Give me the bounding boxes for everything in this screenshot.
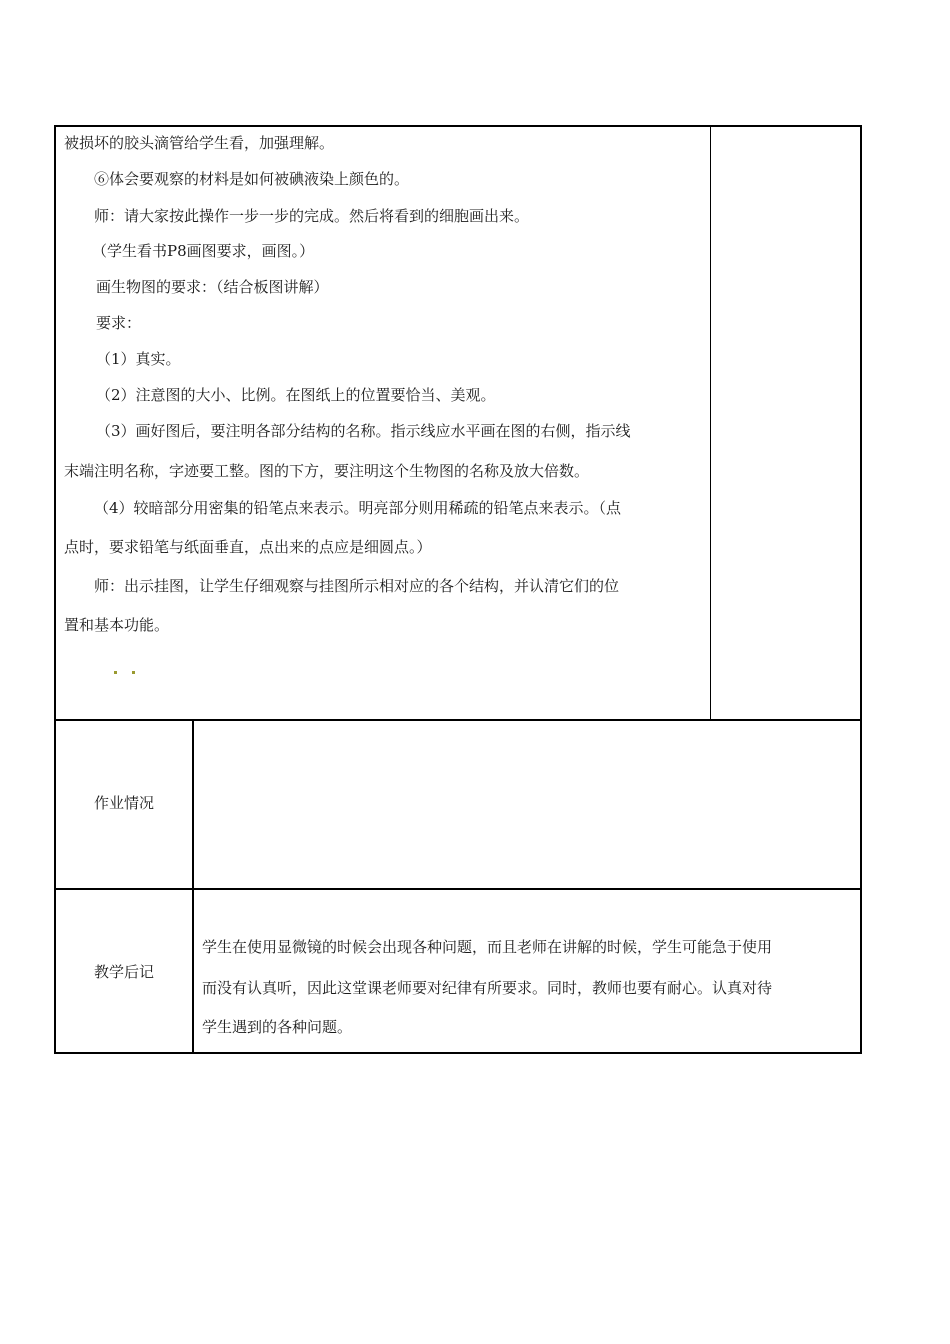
reflection-label: 教学后记 bbox=[93, 963, 154, 981]
homework-label: 作业情况 bbox=[93, 794, 154, 812]
lesson-line: 被损坏的胶头滴管给学生看，加强理解。 bbox=[64, 134, 335, 152]
table-vertical-rule bbox=[192, 721, 194, 1052]
lesson-line: 师：出示挂图，让学生仔细观察与挂图所示相对应的各个结构，并认清它们的位 bbox=[94, 577, 620, 595]
dot bbox=[132, 671, 135, 674]
table-horizontal-rule bbox=[56, 888, 860, 890]
lesson-line: 画生物图的要求：（结合板图讲解） bbox=[96, 278, 329, 296]
lesson-line: 师：请大家按此操作一步一步的完成。然后将看到的细胞画出来。 bbox=[94, 207, 530, 225]
dot bbox=[114, 671, 117, 674]
lesson-line: （学生看书P8画图要求，画图。） bbox=[92, 242, 315, 260]
lesson-line: 点时，要求铅笔与纸面垂直，点出来的点应是细圆点。） bbox=[64, 538, 432, 556]
lesson-process-cell bbox=[54, 125, 862, 721]
lesson-line: 要求： bbox=[96, 314, 142, 332]
lesson-line: （1）真实。 bbox=[96, 350, 181, 368]
reflection-line: 学生遇到的各种问题。 bbox=[202, 1018, 353, 1036]
lesson-line: （4）较暗部分用密集的铅笔点来表示。明亮部分则用稀疏的铅笔点来表示。（点 bbox=[94, 499, 622, 517]
lesson-line: 置和基本功能。 bbox=[64, 616, 170, 634]
lesson-line: （2）注意图的大小、比例。在图纸上的位置要恰当、美观。 bbox=[96, 386, 496, 404]
reflection-line: 学生在使用显微镜的时候会出现各种问题，而且老师在讲解的时候，学生可能急于使用 bbox=[202, 938, 773, 956]
column-divider bbox=[710, 127, 711, 721]
evaluation-table bbox=[54, 719, 862, 1054]
lesson-line: 末端注明名称，字迹要工整。图的下方，要注明这个生物图的名称及放大倍数。 bbox=[64, 462, 590, 480]
lesson-line: （3）画好图后，要注明各部分结构的名称。指示线应水平画在图的右侧，指示线 bbox=[96, 422, 631, 440]
reflection-line: 而没有认真听，因此这堂课老师要对纪律有所要求。同时，教师也要有耐心。认真对待 bbox=[202, 979, 773, 997]
lesson-line: ⑥体会要观察的材料是如何被碘液染上颜色的。 bbox=[94, 170, 410, 188]
